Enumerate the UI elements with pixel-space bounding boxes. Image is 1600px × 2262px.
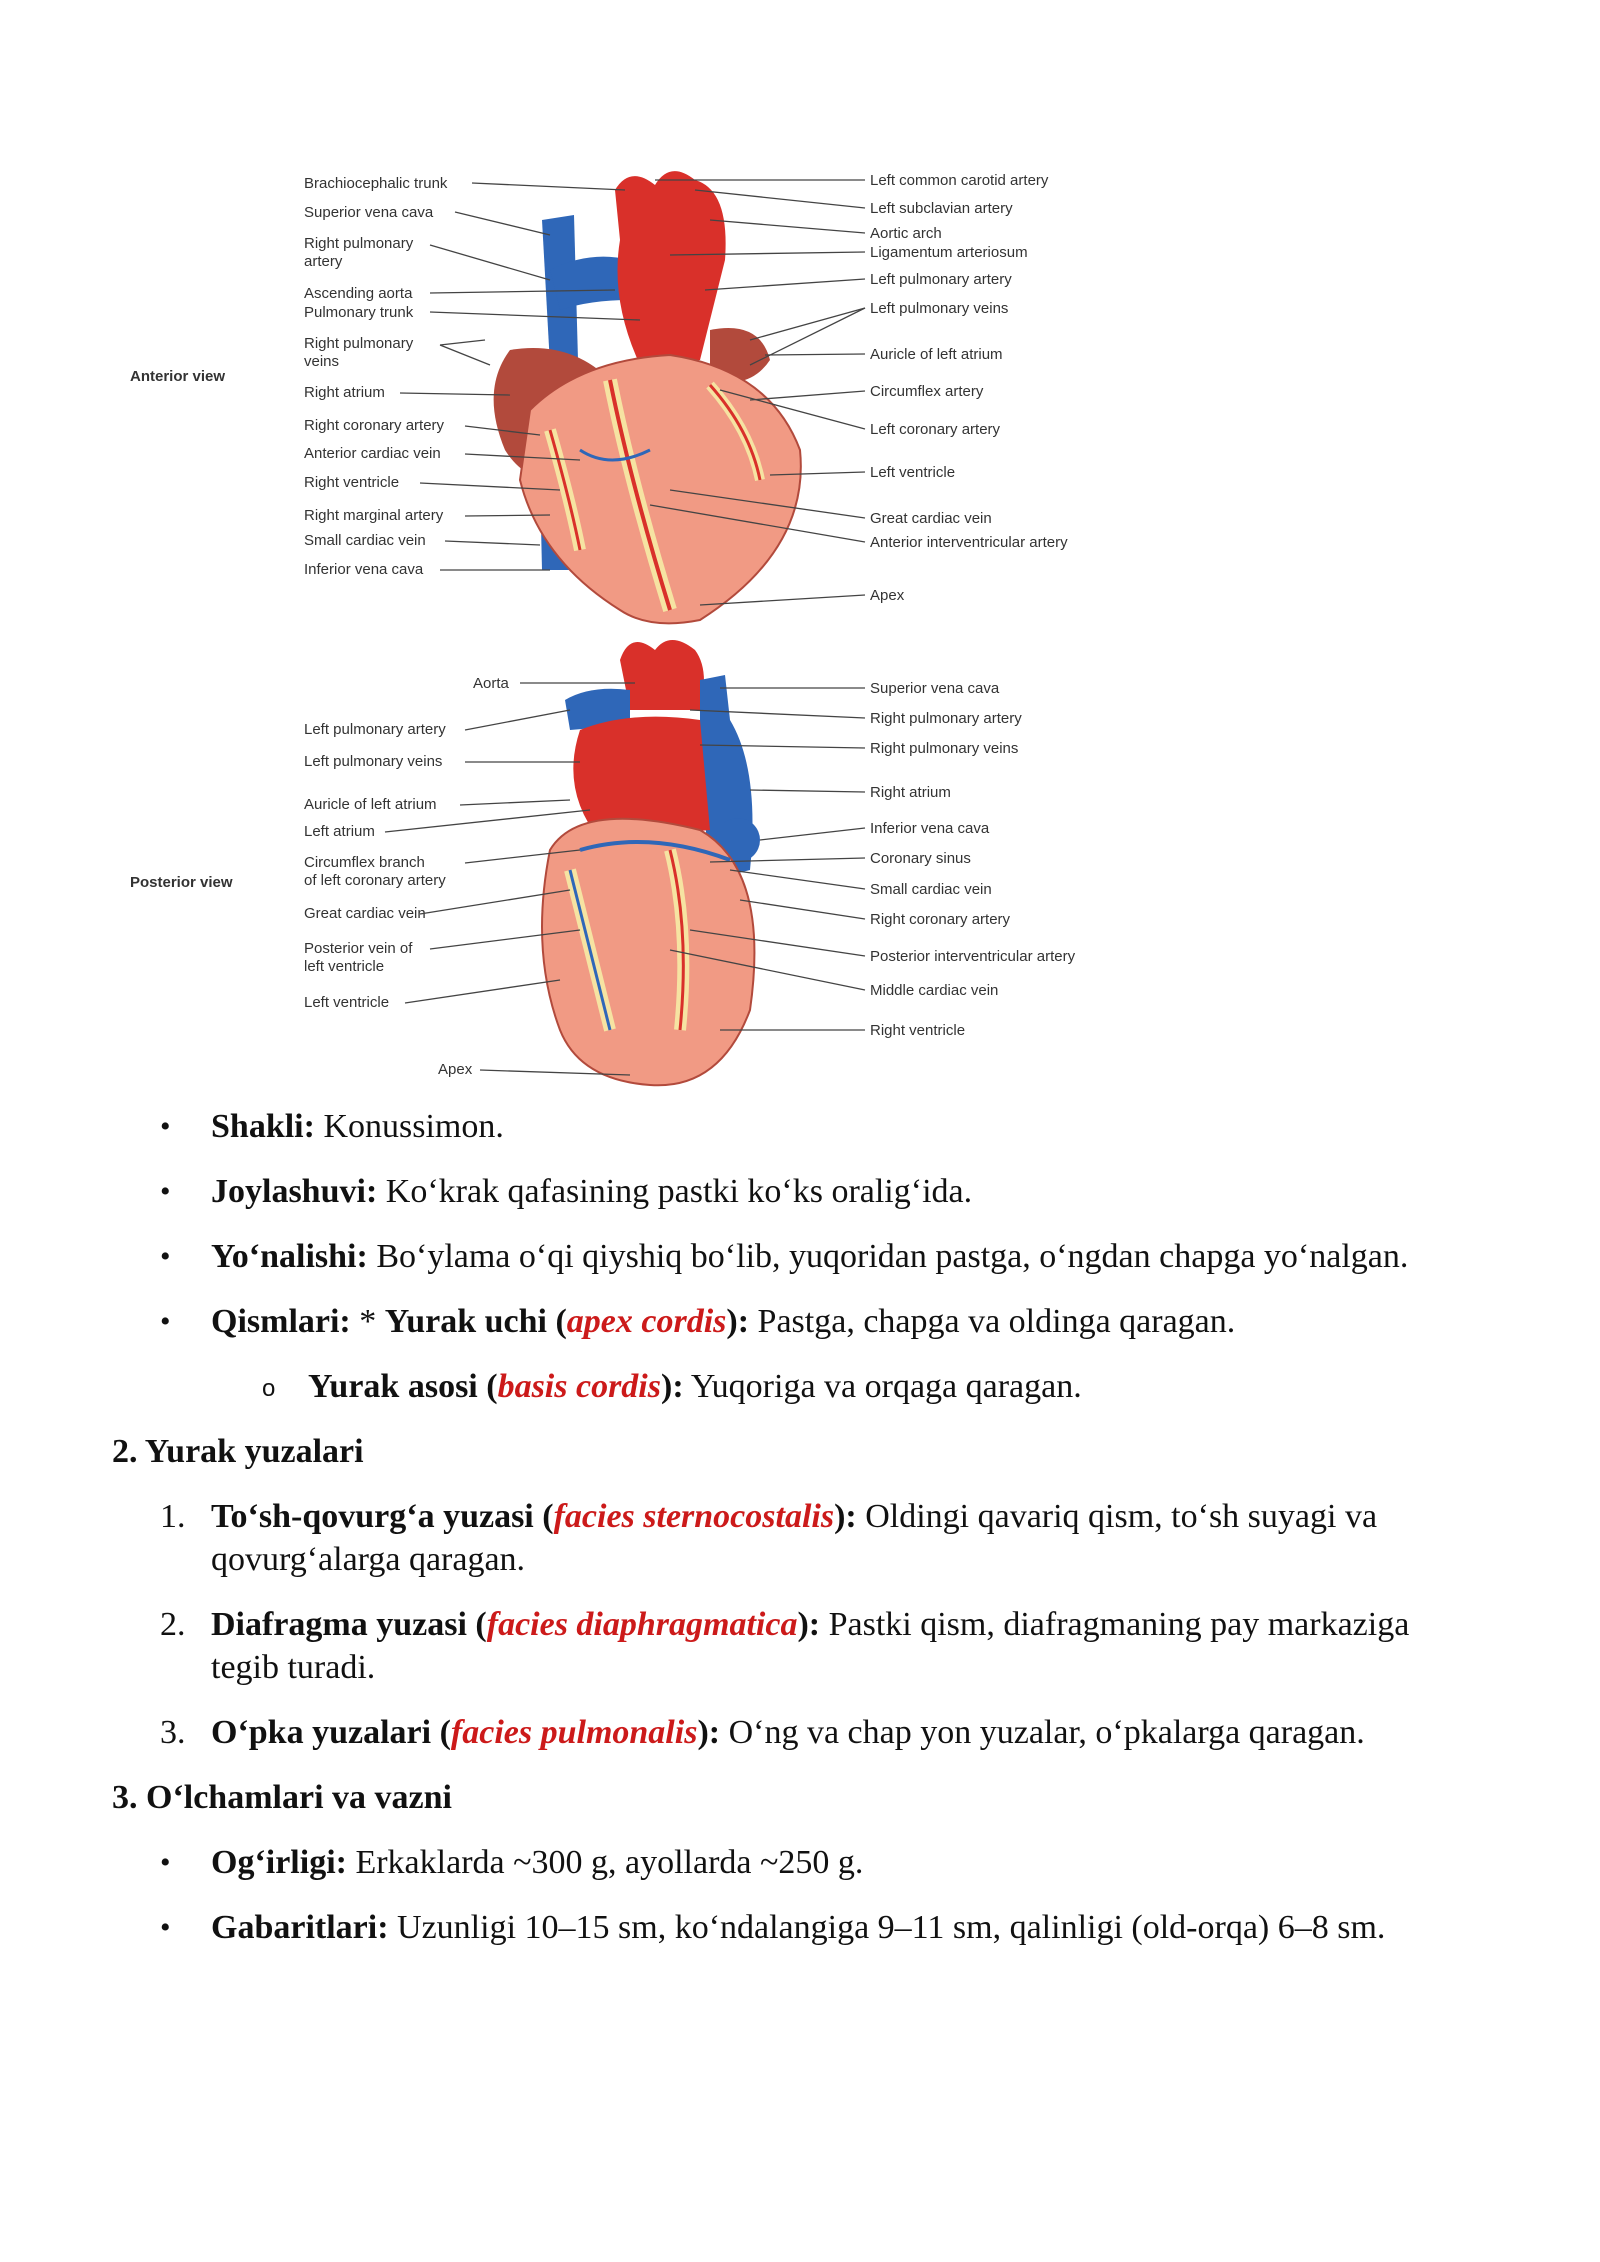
label-left-pulmonary-artery: Left pulmonary artery — [870, 271, 1012, 288]
label-circumflex-branch-2: of left coronary artery — [304, 872, 446, 889]
posterior-right-labels — [870, 680, 1076, 1039]
label-left-coronary-artery: Left coronary artery — [870, 421, 1001, 438]
label-left-ventricle-posterior: Left ventricle — [304, 994, 390, 1011]
label-superior-vena-cava-posterior: Superior vena cava — [870, 680, 1000, 697]
section-3-heading: 3. Oʻlchamlari va vazni — [112, 1779, 452, 1816]
label-left-atrium: Left atrium — [304, 823, 375, 840]
label-small-cardiac-vein: Small cardiac vein — [304, 532, 426, 549]
list-item-direction: • Yoʻnalishi: Boʻylama oʻqi qiyshiq boʻlib, yuqoridan pastga, oʻngdan chapga yoʻnalgan. — [0, 1235, 1411, 1278]
label-circumflex-artery: Circumflex artery — [870, 383, 984, 400]
label-posterior-vein: Posterior vein of — [304, 940, 413, 957]
list-item-pulmonary: 3. Oʻpka yuzalari (facies pulmonalis): Oʻng va chap yon yuzalar, oʻpkalarga qaragan. — [160, 1714, 1365, 1751]
list-item-location: • Joylashuvi: Koʻkrak qafasining pastki koʻks oraligʻida. — [0, 1170, 1411, 1213]
list-item-diaphragmatic: 2. Diafragma yuzasi (facies diaphragmatica): Pastki qism, diafragmaning pay markaziga tegib turadi. — [160, 1606, 1410, 1686]
label-right-ventricle-posterior: Right ventricle — [870, 1022, 966, 1039]
label-great-cardiac-vein: Great cardiac vein — [870, 510, 992, 527]
label-right-pulmonary-artery-2: artery — [304, 253, 343, 270]
label-right-coronary-artery-posterior: Right coronary artery — [870, 911, 1011, 928]
anterior-left-labels — [304, 175, 448, 578]
label-ascending-aorta: Ascending aorta — [304, 285, 413, 302]
anterior-right-labels — [870, 172, 1068, 604]
label-anterior-interventricular-artery: Anterior interventricular artery — [870, 534, 1068, 551]
label-anterior-cardiac-vein: Anterior cardiac vein — [304, 445, 441, 462]
label-left-pulmonary-veins: Left pulmonary veins — [870, 300, 1009, 317]
label-posterior-interventricular-artery: Posterior interventricular artery — [870, 948, 1076, 965]
label-ligamentum-arteriosum: Ligamentum arteriosum — [870, 244, 1028, 261]
label-right-atrium: Right atrium — [304, 384, 385, 401]
label-right-ventricle: Right ventricle — [304, 474, 400, 491]
label-auricle-of-left-atrium-posterior: Auricle of left atrium — [304, 796, 437, 813]
label-right-pulmonary-veins-2: veins — [304, 353, 340, 370]
label-posterior-vein-2: left ventricle — [304, 958, 385, 975]
label-left-subclavian-artery: Left subclavian artery — [870, 200, 1013, 217]
label-right-pulmonary-veins-posterior: Right pulmonary veins — [870, 740, 1019, 757]
anterior-heart-illustration — [494, 171, 801, 623]
label-apex-anterior: Apex — [870, 587, 905, 604]
list-item-parts: • Qismlari: * Yurak uchi (apex cordis): Pastga, chapga va oldinga qaragan. — [0, 1300, 1411, 1343]
properties-list — [0, 1105, 1600, 1343]
list-item-weight: • Ogʻirligi: Erkaklarda ~300 g, ayollarda ~250 g. — [0, 1841, 1411, 1884]
posterior-left-labels — [304, 675, 510, 1078]
label-right-coronary-artery: Right coronary artery — [304, 417, 445, 434]
label-auricle-of-left-atrium: Auricle of left atrium — [870, 346, 1003, 363]
label-apex-posterior: Apex — [438, 1061, 473, 1078]
surfaces-list — [0, 1495, 1600, 1754]
label-coronary-sinus: Coronary sinus — [870, 850, 971, 867]
document-body — [0, 1105, 1600, 1971]
label-left-common-carotid-artery: Left common carotid artery — [870, 172, 1049, 189]
label-right-marginal-artery: Right marginal artery — [304, 507, 444, 524]
heart-diagram — [110, 150, 1130, 1090]
label-superior-vena-cava: Superior vena cava — [304, 204, 434, 221]
label-inferior-vena-cava: Inferior vena cava — [304, 561, 424, 578]
label-left-pulmonary-artery-posterior: Left pulmonary artery — [304, 721, 446, 738]
label-left-ventricle: Left ventricle — [870, 464, 956, 481]
sublist-item-base: o Yurak asosi (basis cordis): Yuqoriga va orqaga qaragan. — [0, 1365, 1408, 1408]
label-brachiocephalic-trunk: Brachiocephalic trunk — [304, 175, 448, 192]
parts-sublist — [0, 1365, 1600, 1408]
heart-anatomy-figure — [110, 150, 1130, 1090]
label-aortic-arch: Aortic arch — [870, 225, 942, 242]
list-item-dimensions: • Gabaritlari: Uzunligi 10–15 sm, koʻndalangiga 9–11 sm, qalinligi (old-orqa) 6–8 sm. — [0, 1906, 1411, 1949]
list-item-sternocostal: 1. Toʻsh-qovurgʻa yuzasi (facies sternocostalis): Oldingi qavariq qism, toʻsh suyagi va qovurgʻalarga qaragan. — [160, 1498, 1378, 1578]
label-left-pulmonary-veins-posterior: Left pulmonary veins — [304, 753, 443, 770]
label-pulmonary-trunk: Pulmonary trunk — [304, 304, 414, 321]
anterior-view-label: Anterior view — [130, 368, 226, 385]
label-great-cardiac-vein-posterior: Great cardiac vein — [304, 905, 426, 922]
label-right-pulmonary-veins: Right pulmonary — [304, 335, 414, 352]
label-circumflex-branch: Circumflex branch — [304, 854, 425, 871]
label-small-cardiac-vein-posterior: Small cardiac vein — [870, 881, 992, 898]
label-right-atrium-posterior: Right atrium — [870, 784, 951, 801]
label-right-pulmonary-artery-posterior: Right pulmonary artery — [870, 710, 1022, 727]
label-inferior-vena-cava-posterior: Inferior vena cava — [870, 820, 990, 837]
label-right-pulmonary-artery: Right pulmonary — [304, 235, 414, 252]
posterior-view-label: Posterior view — [130, 874, 233, 891]
label-middle-cardiac-vein: Middle cardiac vein — [870, 982, 999, 999]
label-aorta: Aorta — [473, 675, 509, 692]
posterior-heart-illustration — [542, 640, 760, 1085]
dimensions-list — [0, 1841, 1600, 1949]
section-2-heading: 2. Yurak yuzalari — [112, 1433, 364, 1470]
list-item-shape: • Shakli: Konussimon. — [0, 1105, 1411, 1148]
